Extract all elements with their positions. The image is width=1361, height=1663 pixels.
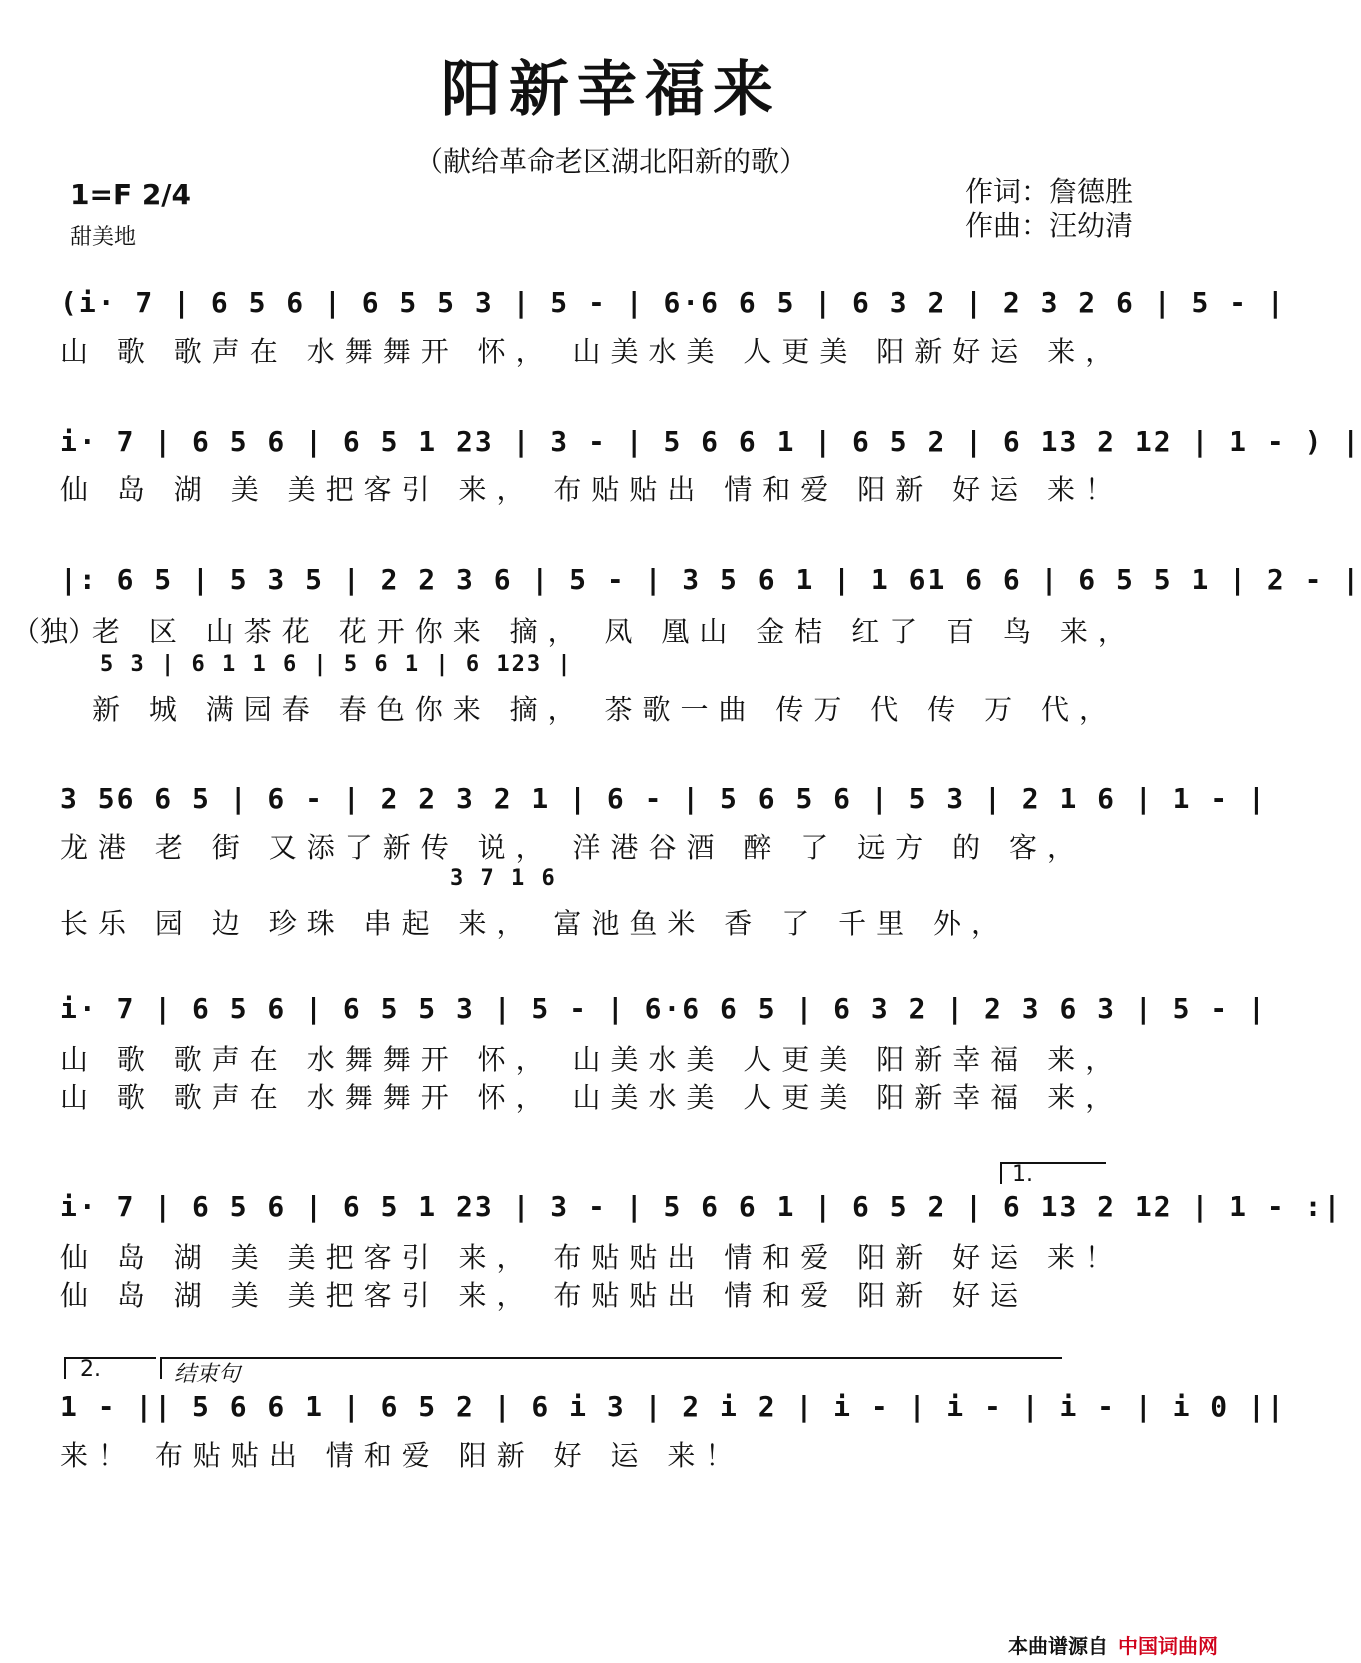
subtitle: （献给革命老区湖北阳新的歌） [414,145,807,178]
lyrics-line: 山 歌 歌声在 水舞舞开 怀， 山美水美 人更美 阳新幸福 来， [60,1043,1124,1076]
lyrics-line: 来！ 布贴贴出 情和爱 阳新 好 运 来！ [60,1439,744,1472]
alternate-notes: 3 7 1 6 [450,866,557,891]
composer-credit: 作曲：汪幼清 [965,209,1134,242]
lyrics-line: 仙 岛 湖 美 美把客引 来， 布贴贴出 情和爱 阳新 好运 [60,1279,1029,1312]
lyrics-line: 老 区 山茶花 花开你来 摘， 凤 凰山 金桔 红了 百 鸟 来， [92,615,1136,648]
lyrics-line: 长乐 园 边 珍珠 串起 来， 富池鱼米 香 了 千里 外， [60,907,1010,940]
ending-bracket [160,1357,1062,1379]
score-notes: (i· 7 | 6 5 6 | 6 5 5 3 | 5 - | 6·6 6 5 | 6 3 2 | 2 3 2 6 | 5 - | [60,286,1286,319]
score-notes: i· 7 | 6 5 6 | 6 5 5 3 | 5 - | 6·6 6 5 | 6 3 2 | 2 3 6 3 | 5 - | [60,992,1267,1025]
alternate-notes: 5 3 | 6 1 1 6 | 5 6 1 | 6 123 | [100,652,573,677]
lyrics-line: 新 城 满园春 春色你来 摘， 茶歌一曲 传万 代 传 万 代， [92,693,1118,726]
lyrics-line: 仙 岛 湖 美 美把客引 来， 布贴贴出 情和爱 阳新 好运 来！ [60,1241,1124,1274]
volta-label: 1. [1012,1162,1033,1187]
score-notes: i· 7 | 6 5 6 | 6 5 1 23 | 3 - | 5 6 6 1 | 6 5 2 | 6 13 2 12 | 1 - ) | [60,425,1361,458]
volta-label: 2. [80,1357,101,1382]
volta-bracket [64,1357,156,1379]
score-notes: 1 - || 5 6 6 1 | 6 5 2 | 6 i 3 | 2 i 2 | i - | i - | i - | i 0 || [60,1390,1286,1423]
lyricist-credit: 作词：詹德胜 [965,175,1134,208]
score-notes: i· 7 | 6 5 6 | 6 5 1 23 | 3 - | 5 6 6 1 | 6 5 2 | 6 13 2 12 | 1 - :| [60,1190,1343,1223]
key-signature: 1=F 2/4 [70,178,192,211]
solo-marking: （独） [12,615,97,648]
lyrics-line: 山 歌 歌声在 水舞舞开 怀， 山美水美 人更美 阳新好运 来， [60,335,1124,368]
lyrics-line: 龙港 老 街 又添了新传 说， 洋港谷酒 醉 了 远方 的 客， [60,831,1086,864]
score-notes: 3 56 6 5 | 6 - | 2 2 3 2 1 | 6 - | 5 6 5 6 | 5 3 | 2 1 6 | 1 - | [60,782,1267,815]
score-notes: |: 6 5 | 5 3 5 | 2 2 3 6 | 5 - | 3 5 6 1 | 1 61 6 6 | 6 5 5 1 | 2 - | [60,563,1361,596]
lyrics-line: 仙 岛 湖 美 美把客引 来， 布贴贴出 情和爱 阳新 好运 来！ [60,473,1124,506]
tempo-marking: 甜美地 [70,225,137,250]
lyrics-line: 山 歌 歌声在 水舞舞开 怀， 山美水美 人更美 阳新幸福 来， [60,1081,1124,1114]
footer-source: 本曲谱源自 [1008,1634,1108,1658]
ending-label: 结束句 [174,1362,241,1387]
footer-site-link[interactable]: 中国词曲网 [1118,1634,1218,1658]
page-title: 阳新幸福来 [441,55,781,125]
